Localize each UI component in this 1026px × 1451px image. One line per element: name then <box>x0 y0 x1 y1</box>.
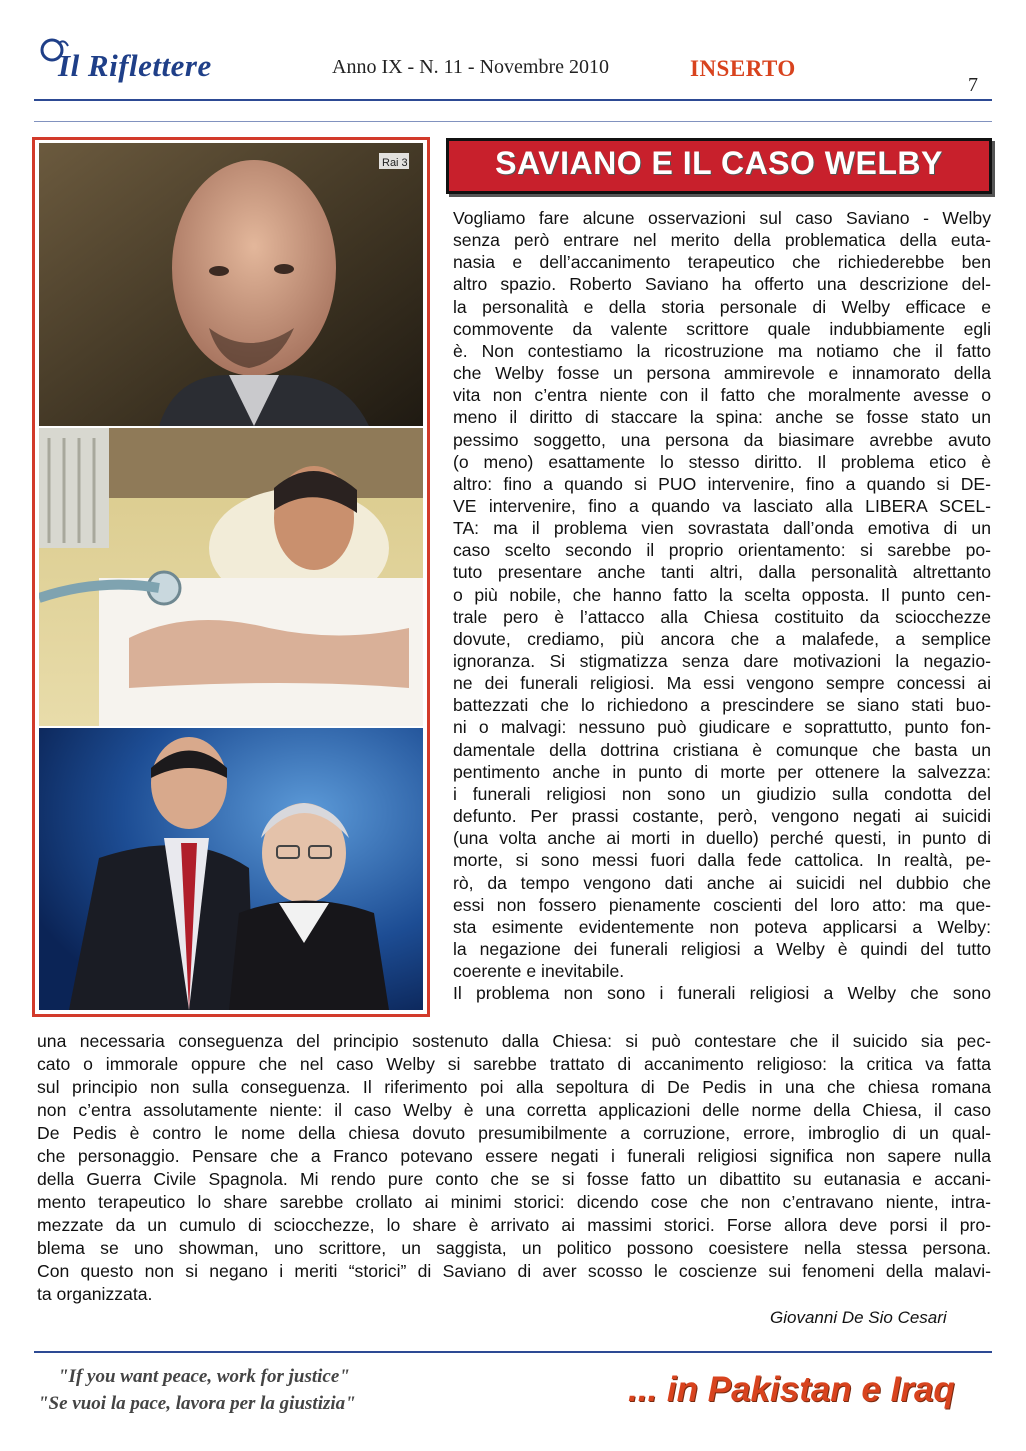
article-line: dovute, crediamo, più ancora che a malafede, a semplice <box>453 628 991 649</box>
article-line: rò, da tempo vengono dati anche ai suicidi nel dubbio che <box>453 872 991 893</box>
photo-saviano-woman <box>39 728 423 1010</box>
article-line: mezzate da un cumulo di sciocchezze, lo share è arrivato ai massimi storici. Forse allora deve porsi il pro- <box>37 1215 991 1235</box>
article-line: morte, si sono messi fuori dalla fede cattolica. In realtà, pe- <box>453 850 991 871</box>
article-line: tuto presentare anche tanti altri, dalla personalità altrettanto <box>453 562 991 583</box>
article-line: blema se uno showman, uno scrittore, un saggista, un politico possono coesistere nella stessa persona. <box>37 1238 991 1258</box>
article-line: Vogliamo fare alcune osservazioni sul caso Saviano - Welby <box>453 208 991 228</box>
article-line: ni o malvagi: nessuno può giudicare e soprattutto, punto fon- <box>453 717 991 738</box>
article-line: la personalità e della storia personale di Welby efficace e <box>453 296 991 317</box>
photo-column <box>32 137 430 1017</box>
header-rule <box>34 99 992 101</box>
article-line: commovente da valente scrittore quale indubbiamente egli <box>453 318 991 339</box>
article-line: che personaggio. Pensare che a Franco potevano essere negati i funerali religiosi significa non sapere nulla <box>37 1146 991 1166</box>
article-line: (una volta anche ai morti in duello) perché questi, in punto di <box>453 828 991 849</box>
article-line: coerente e inevitabile. <box>453 961 625 982</box>
article-line: TA: ma il problema vien sovrastata dall’onda emotiva di un <box>453 518 991 539</box>
article-line: della Guerra Civile Spagnola. Mi rendo pure conto che se si fosse fatto un dibattito su eutanasia e accani- <box>37 1169 991 1189</box>
article-line: sta esimente evidentemente non poteva applicarsi a Welby: <box>453 916 991 937</box>
article-line: nasia e dell’accanimento terapeutico che richiederebbe ben <box>453 252 991 273</box>
article-line: che Welby fosse un persona ammirevole e innamorato della <box>453 363 991 384</box>
article-line: defunto. Per prassi costante, però, vengono negati ai suicidi <box>453 806 991 827</box>
article-line: pessimo soggetto, una persona da biasimare avrebbe avuto <box>453 429 991 450</box>
article-line: VE intervenire, fino a quando va lasciato alla LIBERA SCEL- <box>453 495 991 516</box>
article-line: una necessaria conseguenza del principio sostenuto dalla Chiesa: si può contestare che il suicido sia pec- <box>37 1031 991 1051</box>
article-line: altro: fino a quando si PUO intervenire, fino a quando si DE- <box>453 473 991 494</box>
footer-rule <box>34 1351 992 1353</box>
article-line: sul principio non sulla conseguenza. Il riferimento poi alla sepoltura di De Pedis in una che chiesa romana <box>37 1077 991 1097</box>
page-number: 7 <box>968 74 978 96</box>
article-title: SAVIANO E IL CASO WELBY <box>495 145 943 181</box>
article-line: ta organizzata. <box>37 1284 153 1304</box>
article-line: pentimento anche in punto di morte per ottenere la salvezza: <box>453 761 991 782</box>
footer-slogan: ... in Pakistan e Iraq <box>628 1370 955 1409</box>
article-line: ne dei funerali religiosi. Ma essi vengono sempre concessi ai <box>453 673 991 694</box>
article-line: i funerali religiosi non sono un giudizio sulla condotta del <box>453 783 991 804</box>
article-line: (o meno) esattamente lo stesso diritto. Il problema etico è <box>453 451 991 472</box>
article-line: è. Non contestiamo la ricostruzione ma notiamo che il fatto <box>453 340 991 361</box>
article-line: damentale della dottrina cristiana è comunque che basta un <box>453 739 991 760</box>
article-line: senza però entrare nel merito della problematica della euta- <box>453 230 991 251</box>
channel-logo: Rai 3 <box>382 157 408 169</box>
article-line: mento terapeutico lo share sarebbe crollato ai minimi storici: dicendo cose che non c’entravano niente, intra- <box>37 1192 991 1212</box>
article-line: Il problema non sono i funerali religiosi a Welby che sono <box>453 983 991 1004</box>
logo-text: Il Riflettere <box>58 48 212 83</box>
footer-quote-en: "If you want peace, work for justice" <box>58 1366 350 1387</box>
article-line: caso scelto secondo il proprio orientamento: si sarebbe po- <box>453 540 991 561</box>
footer-quote-it: "Se vuoi la pace, lavora per la giustizia" <box>38 1393 356 1414</box>
article-line: non c’entra assolutamente niente: il caso Welby è una corretta applicazioni delle norme della Chiesa, il caso <box>37 1100 991 1120</box>
photo-welby-bed <box>39 428 423 726</box>
article-line: o più nobile, che hanno fatto la scelta opposta. Il punto cen- <box>453 584 991 605</box>
article-line: altro spazio. Roberto Saviano ha offerto una descrizione del- <box>453 274 991 295</box>
author-signature: Giovanni De Sio Cesari <box>770 1308 947 1327</box>
article-line: trale pero è l’attacco alla Chiesa costituito da sciocchezze <box>453 606 991 627</box>
article-line: essi non fossero pienamente coscienti del loro atto: ma que- <box>453 894 991 915</box>
article-line: Con questo non si negano i meriti “storici” di Saviano di aver scosso le coscienze sui fenomeni della malavi- <box>37 1261 991 1281</box>
section-label: INSERTO <box>690 56 796 81</box>
article-line: cato o immorale oppure che nel caso Welby si sarebbe trattato di accanimento religioso: la critica va fatta <box>37 1054 991 1074</box>
issue-info: Anno IX - N. 11 - Novembre 2010 <box>332 56 609 78</box>
header-rule-thin <box>34 121 992 122</box>
article-line: De Pedis è contro le nome della chiesa dovuto presumibilmente a corruzione, errore, imbroglio di un qual- <box>37 1123 991 1143</box>
article-line: meno il diritto di staccare la spina: anche se fosse stato un <box>453 407 991 428</box>
photo-saviano-portrait <box>39 143 423 426</box>
article-line: vita non c’entra niente con il fatto che moralmente avesse o <box>453 385 991 406</box>
article-line: battezzati che lo richiedono a prescindere se siano stati buo- <box>453 695 991 716</box>
article-line: ignoranza. Si stigmatizza senza dare motivazioni la negazio- <box>453 651 991 671</box>
article-line: la negazione dei funerali religiosi a Welby è quindi del tutto <box>453 938 991 959</box>
